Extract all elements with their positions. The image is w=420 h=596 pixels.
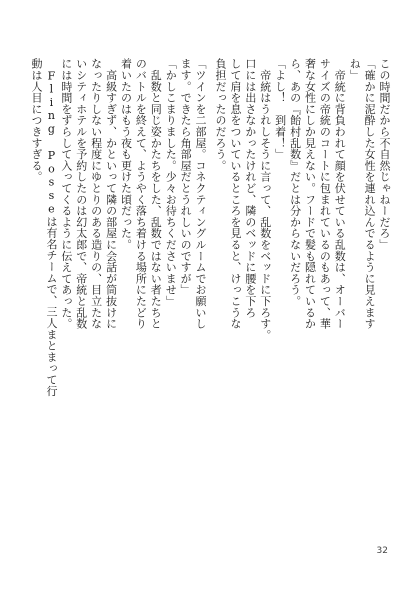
text-line: 高級すぎず、かといって隣の部屋に会話が筒抜けに: [104, 58, 118, 330]
text-line: 口には出さなかったけれど、隣のベッドに腰を下ろ: [243, 58, 257, 318]
text-line: 「かしこまりました。少々お待ちくださいませ」: [164, 58, 178, 307]
text-line: サイズの帝統のコートに包まれているのもあって、華: [318, 58, 332, 330]
page-number: 32: [376, 546, 388, 556]
text-line: には時間をずらして入ってくるように伝えてあった。: [59, 58, 73, 330]
text-line: いシティホテルを予約したのは幻太郎で、帝統と乱数: [74, 58, 88, 330]
text-line: 「ツインを二部屋。コネクティングルームでお願いし: [194, 58, 207, 330]
text-line: Fling Posseは有名チームで、三人まとまって行: [44, 58, 58, 397]
text-line: 負担だったのだろう。: [214, 58, 228, 171]
text-line: 乱数と同じ姿かたちをした、乱数ではない者たちと: [149, 58, 163, 330]
text-line: なったりしない程度にゆとりのある造りの、目立たな: [89, 58, 103, 330]
text-line: 着いたのはもう夜も更けた頃だった。: [119, 58, 133, 251]
text-column-left: [29, 58, 207, 488]
text-line: のバトルを終えて、ようやく落ち着ける場所にたどり: [134, 58, 148, 330]
text-line: 帝統に背負われて顔を伏せている乱数は、オーバー: [333, 58, 347, 330]
text-line: ら、あの『飴村乱数』だとは分からないだろう。: [288, 58, 302, 307]
text-line: 帝統はうれしそうに言って、乱数をベッドに下ろす。: [258, 58, 272, 341]
text-line: ます。できたら角部屋だとうれしいのですが」: [179, 58, 193, 296]
text-line: 「よし！ 到着！」: [273, 58, 287, 160]
text-line: 「確かに泥酔した女性を連れ込んでるように見えます: [363, 58, 377, 330]
text-line: して肩を息をついているところを見ると、けっこうな: [228, 58, 242, 330]
text-line: 奢な女性にしか見えない。フードで髪も隠れているか: [303, 58, 317, 330]
text-line: ね」: [348, 58, 362, 81]
text-line: この時間だから不自然じゃねーだろ」: [378, 58, 391, 251]
text-column-right: [213, 58, 391, 488]
text-line: 動は人目につきすぎる。: [30, 58, 44, 183]
